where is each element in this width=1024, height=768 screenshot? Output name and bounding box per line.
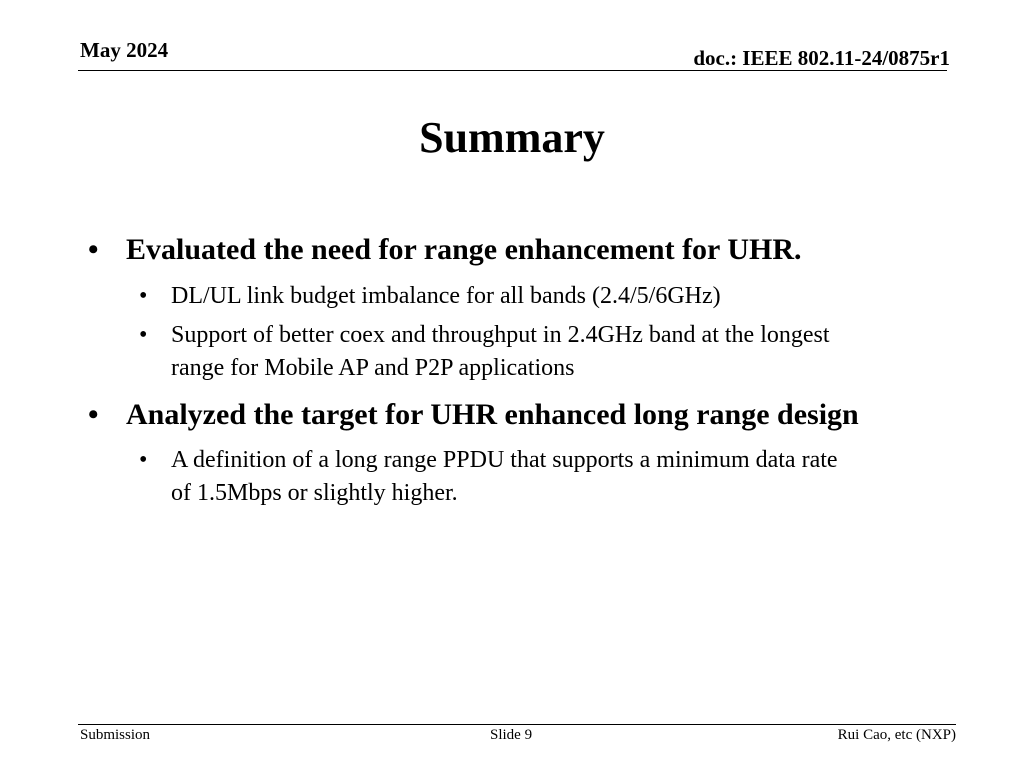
bullet-text: of 1.5Mbps or slightly higher. [171,480,458,506]
footer-submission: Submission [80,727,151,743]
header-doc-id: doc.: IEEE 802.11-24/0875r1 [693,46,950,70]
header-date: May 2024 [80,38,169,62]
footer-author: Rui Cao, etc (NXP) [837,727,956,743]
bullet-text: range for Mobile AP and P2P applications [171,355,575,381]
bullet-marker: • [139,283,148,309]
bullet-marker: • [88,398,99,431]
bullet-text: Support of better coex and throughput in 2.4GHz band at the longest [171,322,830,348]
bullet-marker: • [88,233,99,266]
bullet-text: A definition of a long range PPDU that supports a minimum data rate [171,447,838,473]
bullet-text: Analyzed the target for UHR enhanced long range design [126,398,859,431]
bullet-marker: • [139,322,148,348]
bullet-text: DL/UL link budget imbalance for all bands (2.4/5/6GHz) [171,283,721,309]
footer-slide-number: Slide 9 [490,727,533,743]
bullet-text: Evaluated the need for range enhancement for UHR. [126,233,802,266]
bullet-marker: • [139,447,148,473]
slide-title: Summary [419,113,605,162]
footer-divider [78,724,956,725]
